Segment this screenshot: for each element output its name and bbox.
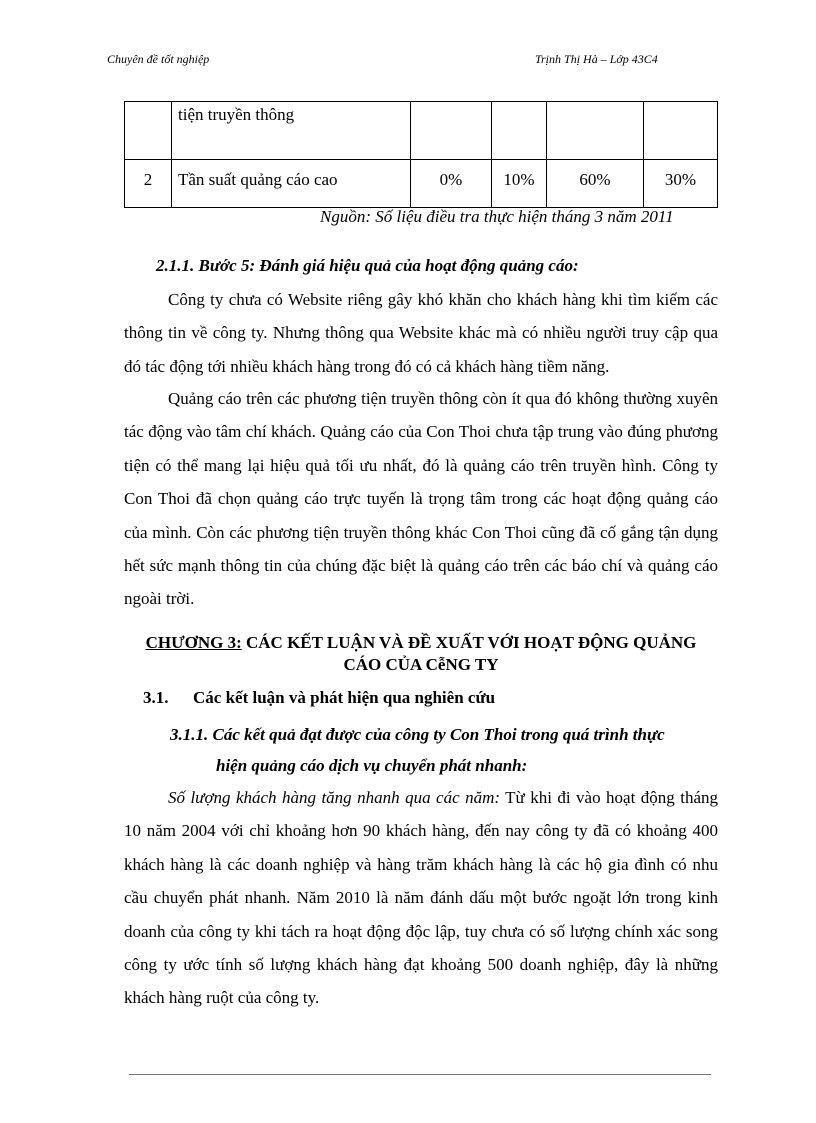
subsection-title-line-1: 3.1.1. Các kết quả đạt được của công ty Con Thoi trong quá trình thực [170,725,665,744]
section-3-1-heading [143,688,495,708]
paragraph-lead: Số lượng khách hàng tăng nhanh qua các năm: [168,788,501,807]
table-row [125,160,718,208]
table-cell-num [125,102,172,160]
chapter-title-line-2: CÁO CỦA CễNG TY [343,655,499,674]
table-row [125,102,718,160]
table-cell-p1 [411,102,492,160]
table-cell-p3: 60% [547,160,644,208]
table-cell-p3 [547,102,644,160]
survey-table [124,101,718,208]
table-cell-p2: 10% [492,160,547,208]
section-title: Các kết luận và phát hiện qua nghiên cứu [193,688,496,707]
section-number: 3.1. [143,688,169,707]
section-3-1-1-heading [170,719,718,781]
table-cell-p4: 30% [644,160,718,208]
footer-divider [129,1074,711,1075]
step5-paragraph-2: Quảng cáo trên các phương tiện truyền thông còn ít qua đó không thường xuyên tác động vào tâm chí khách. Quảng cáo của Con Thoi chưa tập trung vào đúng phương tiện có thể mang lại hiệu quả tối ưu nhất, đó là quảng cáo trên truyền hình. Công ty Con Thoi đã chọn quảng cáo trực tuyến là trọng tâm trong các hoạt động quảng cáo của mình. Còn các phương tiện truyền thông khác Con Thoi cũng đã cố gắng tận dụng hết sức mạnh thông tin của chúng đặc biệt là quảng cáo trên các báo chí và quảng cáo ngoài trời. [124,389,718,609]
table-source-note: Nguồn: Số liệu điều tra thực hiện tháng 3 năm 2011 [320,207,674,226]
table-cell-criterion: tiện truyền thông [172,102,411,160]
paragraph-body: Từ khi đi vào hoạt động tháng 10 năm 2004 với chỉ khoảng hơn 90 khách hàng, đến nay công ty đã có khoảng 400 khách hàng là các doanh nghiệp và hàng trăm khách hàng là các hộ gia đình có nhu cầu chuyển phát nhanh. Năm 2010 là năm đánh dấu một bước ngoặt lớn trong kinh doanh của công ty khi tách ra hoạt động độc lập, tuy chưa có số lượng chính xác song công ty ước tính số lượng khách hàng đạt khoảng 500 doanh nghiệp, đây là những khách hàng ruột của công ty. [124,788,718,1008]
table-cell-num: 2 [125,160,172,208]
header-right-text: Trịnh Thị Hà – Lớp 43C4 [535,52,658,66]
table-cell-p1: 0% [411,160,492,208]
table-cell-p4 [644,102,718,160]
chapter-title-line-1: CÁC KẾT LUẬN VÀ ĐỀ XUẤT VỚI HOẠT ĐỘNG QUẢNG [246,633,697,652]
header-left-text: Chuyên đề tốt nghiệp [107,52,210,66]
customer-growth-paragraph [124,781,718,1015]
subsection-title-line-2: hiện quảng cáo dịch vụ chuyển phát nhanh: [216,756,528,775]
chapter-label: CHƯƠNG 3: [145,633,242,652]
step5-heading: 2.1.1. Bước 5: Đánh giá hiệu quả của hoạt động quảng cáo: [156,256,579,275]
table-cell-p2 [492,102,547,160]
chapter-3-title [124,632,718,676]
table-cell-criterion: Tần suất quảng cáo cao [172,160,411,208]
step5-paragraph-1: Công ty chưa có Website riêng gây khó khăn cho khách hàng khi tìm kiếm các thông tin về công ty. Nhưng thông qua Website khác mà có nhiều người truy cập qua đó tác động tới nhiều khách hàng trong đó có cả khách hàng tiềm năng. [124,290,718,376]
